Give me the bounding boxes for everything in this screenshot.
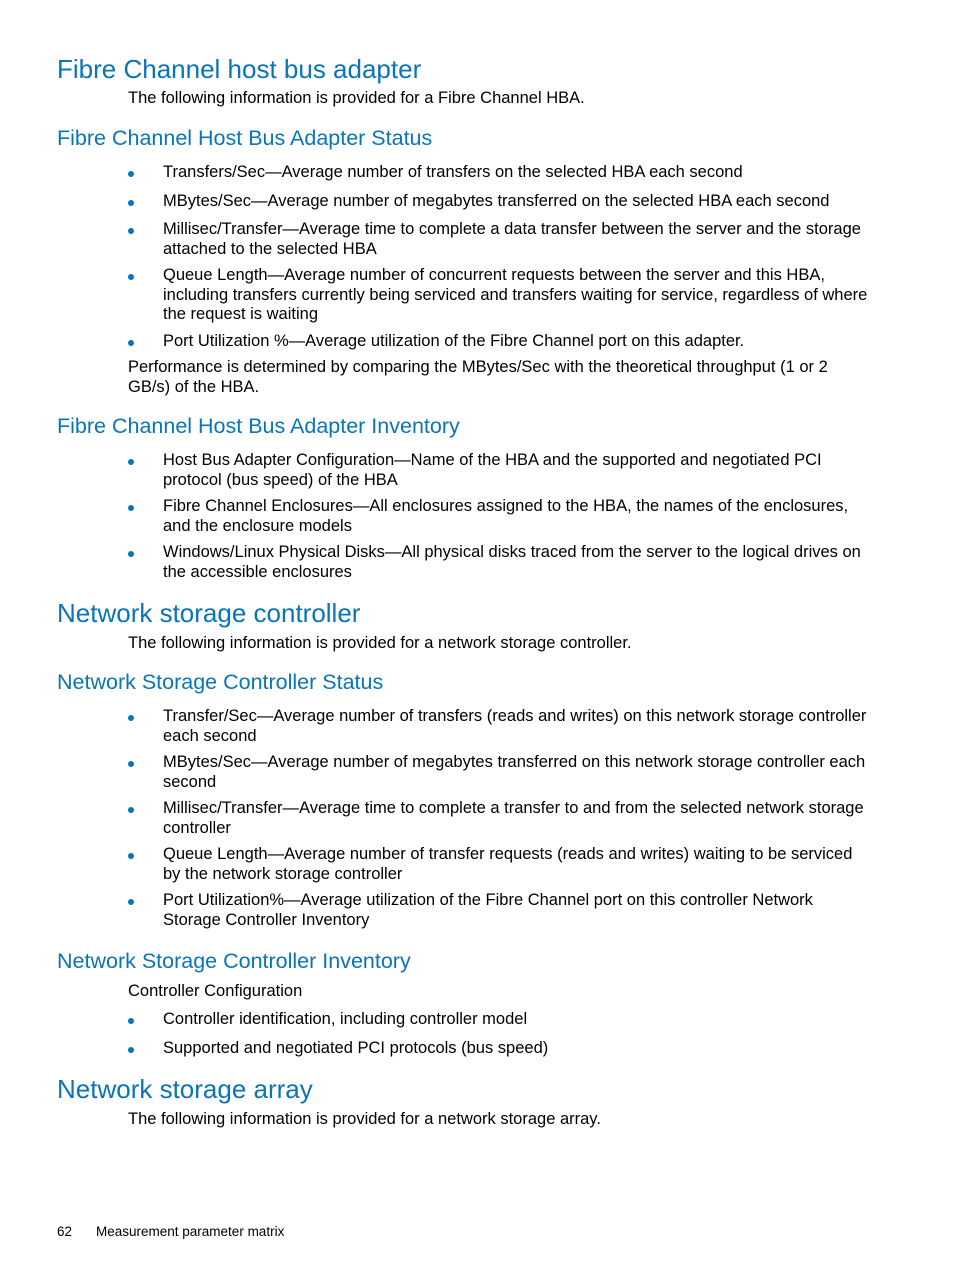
list-item: Transfers/Sec—Average number of transfers on the selected HBA each second [128,163,873,183]
list-item: Supported and negotiated PCI protocols (bus speed) [128,1039,873,1059]
list-nsc-status [128,707,873,930]
list-item: Millisec/Transfer—Average time to complete a data transfer between the server and the storage attached to the selected HBA [128,220,873,259]
bullet-icon [128,274,134,280]
list-item: Port Utilization %—Average utilization of the Fibre Channel port on this adapter. [128,332,873,352]
intro-nsc: The following information is provided for a network storage controller. [128,634,632,652]
heading-fc-hba: Fibre Channel host bus adapter [57,54,422,84]
list-item: Controller identification, including controller model [128,1010,873,1030]
page-footer [57,1223,284,1241]
note-fc-hba-status: Performance is determined by comparing the MBytes/Sec with the theoretical throughput (1 or 2 GB/s) of the HBA. [128,358,828,396]
bullet-icon [128,1018,134,1024]
heading-nsc-status: Network Storage Controller Status [57,670,384,694]
heading-nsc: Network storage controller [57,598,361,628]
list-item: MBytes/Sec—Average number of megabytes transferred on this network storage controller each second [128,753,873,792]
bullet-icon [128,551,134,557]
bullet-icon [128,807,134,813]
bullet-icon [128,459,134,465]
footer-section-name: Measurement parameter matrix [96,1224,285,1239]
bullet-icon [128,715,134,721]
list-nsc-inventory [128,1010,873,1058]
list-item: Transfer/Sec—Average number of transfers (reads and writes) on this network storage controller each second [128,707,873,746]
list-fc-hba-inventory [128,451,873,582]
heading-nsc-inventory: Network Storage Controller Inventory [57,949,411,973]
bullet-icon [128,853,134,859]
list-item: MBytes/Sec—Average number of megabytes transferred on the selected HBA each second [128,192,873,212]
bullet-icon [128,899,134,905]
intro-nsa: The following information is provided for a network storage array. [128,1110,601,1128]
list-item: Windows/Linux Physical Disks—All physical disks traced from the server to the logical drives on the accessible enclosures [128,543,873,582]
intro-nsc-inventory: Controller Configuration [128,982,303,1000]
heading-nsa: Network storage array [57,1074,313,1104]
heading-fc-hba-inventory: Fibre Channel Host Bus Adapter Inventory [57,414,460,438]
list-item: Host Bus Adapter Configuration—Name of the HBA and the supported and negotiated PCI protocol (bus speed) of the HBA [128,451,873,490]
bullet-icon [128,340,134,346]
list-item: Queue Length—Average number of transfer requests (reads and writes) waiting to be serviced by the network storage controller [128,845,873,884]
heading-fc-hba-status: Fibre Channel Host Bus Adapter Status [57,126,433,150]
list-item: Fibre Channel Enclosures—All enclosures assigned to the HBA, the names of the enclosures, and the enclosure models [128,497,873,536]
list-item: Port Utilization%—Average utilization of the Fibre Channel port on this controller Network Storage Controller Inventory [128,891,873,930]
bullet-icon [128,1047,134,1053]
bullet-icon [128,761,134,767]
bullet-icon [128,228,134,234]
list-fc-hba-status [128,163,873,351]
bullet-icon [128,200,134,206]
bullet-icon [128,505,134,511]
list-item: Millisec/Transfer—Average time to complete a transfer to and from the selected network storage controller [128,799,873,838]
page-number: 62 [57,1224,73,1239]
bullet-icon [128,171,134,177]
list-item: Queue Length—Average number of concurrent requests between the server and this HBA, including transfers currently being serviced and transfers waiting for service, regardless of where the request is waiting [128,266,873,325]
intro-fc-hba: The following information is provided for a Fibre Channel HBA. [128,89,585,107]
